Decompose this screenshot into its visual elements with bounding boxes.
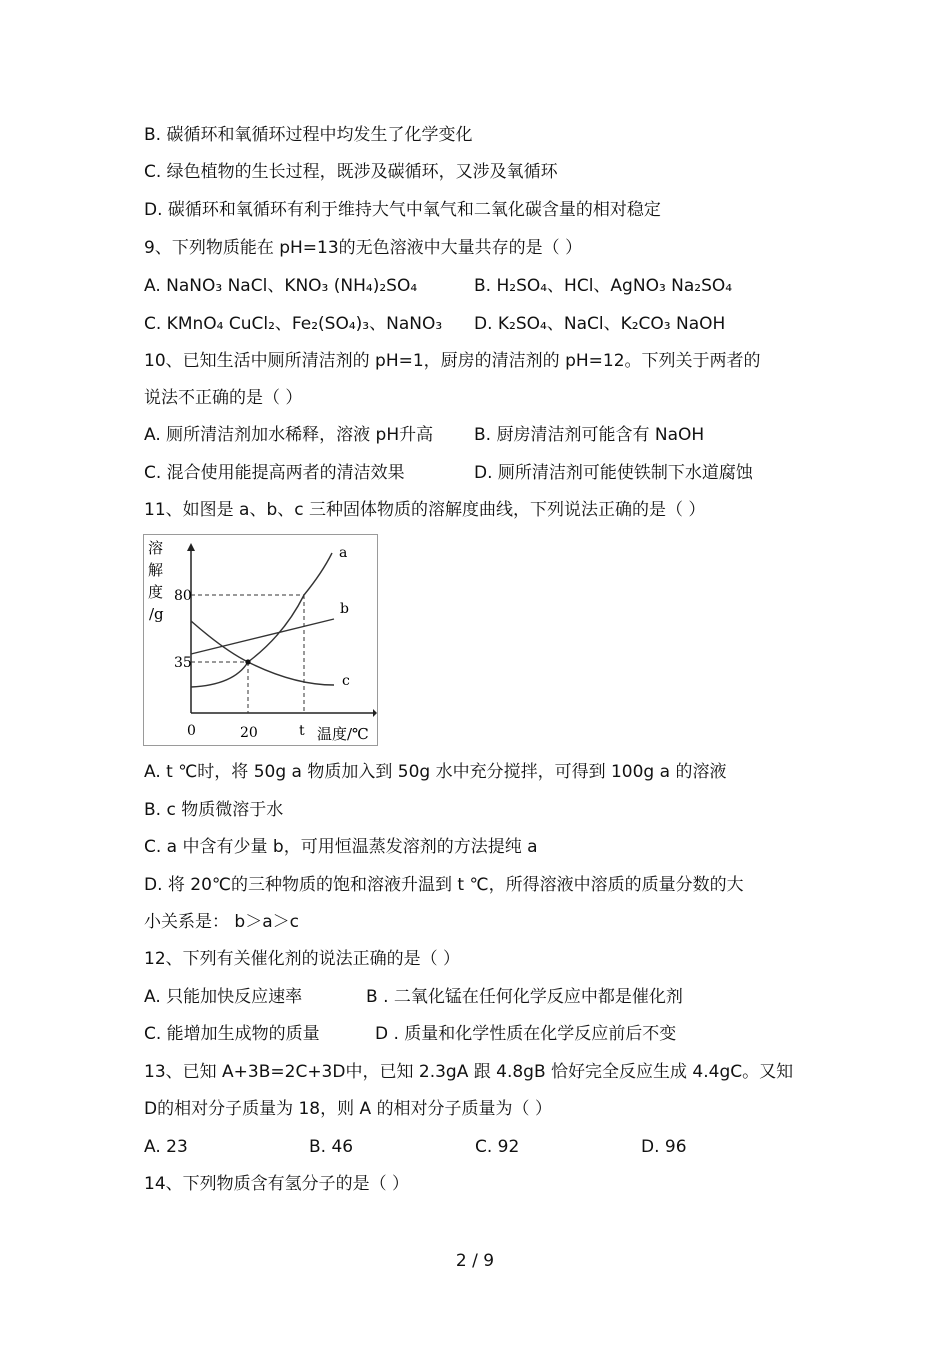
y-tick-35: 35 [174, 655, 192, 671]
q10-option-b: B. 厨房清洁剂可能含有 NaOH [474, 425, 705, 445]
q11-option-d-line-2: 小关系是： b＞a＞c [144, 912, 299, 932]
x-tick-0: 0 [187, 723, 196, 739]
q13-stem-line-2: D的相对分子质量为 18，则 A 的相对分子质量为（ ） [144, 1099, 552, 1119]
q12-option-a: A. 只能加快反应速率 [144, 987, 303, 1007]
q9-option-c: C. KMnO₄ CuCl₂、Fe₂(SO₄)₃、NaNO₃ [144, 314, 443, 334]
line-b [191, 619, 334, 654]
q11-option-a: A. t ℃时，将 50g a 物质加入到 50g 水中充分搅拌，可得到 100g a 的溶液 [144, 762, 727, 782]
q11-option-b: B. c 物质微溶于水 [144, 800, 284, 820]
q8-option-b: B. 碳循环和氧循环过程中均发生了化学变化 [144, 125, 473, 145]
curve-c [191, 621, 334, 685]
q14-stem: 14、下列物质含有氢分子的是（ ） [144, 1174, 410, 1194]
q10-option-a: A. 厕所清洁剂加水稀释，溶液 pH升高 [144, 425, 434, 445]
q10-option-d: D. 厕所清洁剂可能使铁制下水道腐蚀 [474, 463, 753, 483]
curve-a [191, 553, 332, 687]
page-number: 2 / 9 [455, 1251, 495, 1271]
q11-stem: 11、如图是 a、b、c 三种固体物质的溶解度曲线，下列说法正确的是（ ） [144, 500, 706, 520]
ylabel-char-4: /g [149, 605, 164, 623]
series-label-b: b [340, 601, 349, 617]
q11-option-c: C. a 中含有少量 b，可用恒温蒸发溶剂的方法提纯 a [144, 837, 538, 857]
q8-option-d: D. 碳循环和氧循环有利于维持大气中氧气和二氧化碳含量的相对稳定 [144, 200, 661, 220]
series-label-c: c [342, 673, 350, 689]
q9-stem: 9、下列物质能在 pH=13的无色溶液中大量共存的是（ ） [144, 238, 583, 258]
q10-option-c: C. 混合使用能提高两者的清洁效果 [144, 463, 405, 483]
ylabel-char-1: 溶 [148, 539, 164, 557]
x-tick-t: t [299, 723, 305, 739]
x-tick-20: 20 [240, 725, 258, 741]
q9-option-a: A. NaNO₃ NaCl、KNO₃ (NH₄)₂SO₄ [144, 276, 418, 296]
q11-option-d-line-1: D. 将 20℃的三种物质的饱和溶液升温到 t ℃，所得溶液中溶质的质量分数的大 [144, 875, 744, 895]
q9-option-b: B. H₂SO₄、HCl、AgNO₃ Na₂SO₄ [474, 276, 733, 296]
x-axis-arrow [373, 709, 377, 717]
q13-option-a: A. 23 [144, 1137, 188, 1157]
q12-option-c: C. 能增加生成物的质量 [144, 1024, 320, 1044]
ylabel-char-3: 度 [148, 583, 164, 601]
solubility-chart-svg [144, 535, 377, 745]
q13-option-c: C. 92 [475, 1137, 520, 1157]
q8-option-c: C. 绿色植物的生长过程，既涉及碳循环，又涉及氧循环 [144, 162, 558, 182]
solubility-chart [143, 534, 378, 746]
q13-stem-line-1: 13、已知 A+3B=2C+3D中，已知 2.3gA 跟 4.8gB 恰好完全反应生成 4.4gC。又知 [144, 1062, 794, 1082]
ylabel-char-2: 解 [148, 561, 164, 579]
q12-stem: 12、下列有关催化剂的说法正确的是（ ） [144, 949, 461, 969]
q10-stem-line-2: 说法不正确的是（ ） [144, 388, 303, 408]
q12-option-d: D . 质量和化学性质在化学反应前后不变 [375, 1024, 677, 1044]
y-tick-80: 80 [174, 588, 192, 604]
q9-option-d: D. K₂SO₄、NaCl、K₂CO₃ NaOH [474, 314, 726, 334]
q13-option-b: B. 46 [309, 1137, 354, 1157]
intersection-point [245, 659, 250, 664]
series-label-a: a [339, 545, 348, 561]
q12-option-b: B . 二氧化锰在任何化学反应中都是催化剂 [366, 987, 683, 1007]
x-axis-label: 温度/℃ [317, 725, 369, 743]
q13-option-d: D. 96 [641, 1137, 687, 1157]
y-axis-arrow [187, 543, 195, 551]
q10-stem-line-1: 10、已知生活中厕所清洁剂的 pH=1，厨房的清洁剂的 pH=12。下列关于两者的 [144, 351, 761, 371]
